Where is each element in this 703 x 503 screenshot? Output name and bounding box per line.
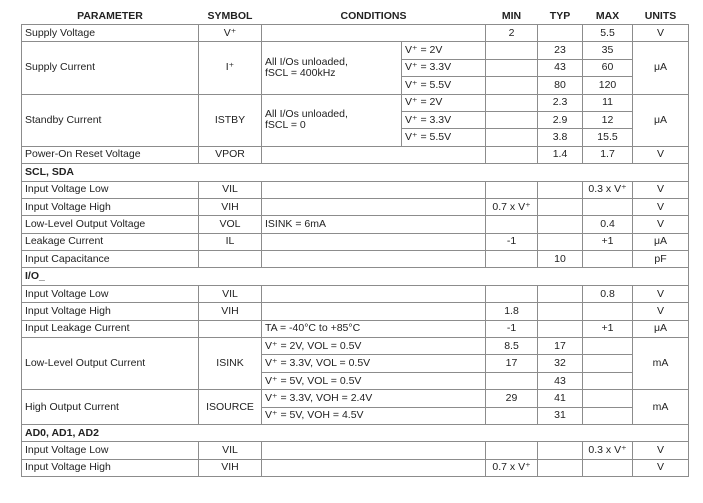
- conditions-cell: TA = -40°C to +85°C: [262, 320, 486, 337]
- units-cell: μA: [633, 233, 689, 250]
- table-row: [22, 181, 689, 198]
- param-cell: Input Voltage Low: [22, 181, 199, 198]
- max-cell: [583, 303, 633, 320]
- symbol-cell: V⁺: [199, 25, 262, 42]
- symbol-cell: VPOR: [199, 146, 262, 163]
- min-cell: [486, 216, 538, 233]
- typ-cell: 80: [538, 77, 583, 94]
- conditions-cell: [262, 442, 486, 459]
- max-cell: 15.5: [583, 129, 633, 146]
- conditions-cell: V⁺ = 5V, VOL = 0.5V: [262, 372, 486, 389]
- conditions-sub-cell: V⁺ = 3.3V: [402, 59, 486, 76]
- min-cell: 0.7 x V⁺: [486, 459, 538, 476]
- section-row: [22, 164, 689, 181]
- table-row: [22, 216, 689, 233]
- symbol-cell: VOL: [199, 216, 262, 233]
- header-symbol: SYMBOL: [199, 8, 262, 25]
- table-row: [22, 42, 689, 59]
- conditions-cell: [262, 285, 486, 302]
- conditions-sub-cell: V⁺ = 2V: [402, 94, 486, 111]
- max-cell: [583, 198, 633, 215]
- symbol-cell: VIL: [199, 442, 262, 459]
- symbol-cell: ISINK: [199, 338, 262, 390]
- typ-cell: [538, 198, 583, 215]
- max-cell: 11: [583, 94, 633, 111]
- conditions-cell: ISINK = 6mA: [262, 216, 486, 233]
- typ-cell: 1.4: [538, 146, 583, 163]
- table-row: [22, 146, 689, 163]
- symbol-cell: VIH: [199, 459, 262, 476]
- units-cell: V: [633, 181, 689, 198]
- symbol-cell: I⁺: [199, 42, 262, 94]
- section-heading-ad: AD0, AD1, AD2: [22, 424, 689, 441]
- conditions-line: All I/Os unloaded,: [265, 108, 348, 121]
- param-cell: Supply Voltage: [22, 25, 199, 42]
- min-cell: [486, 442, 538, 459]
- section-heading-scl-sda: SCL, SDA: [22, 164, 689, 181]
- header-row: [22, 8, 689, 25]
- typ-cell: 3.8: [538, 129, 583, 146]
- min-cell: [486, 111, 538, 128]
- units-cell: V: [633, 442, 689, 459]
- typ-cell: 43: [538, 372, 583, 389]
- min-cell: 8.5: [486, 338, 538, 355]
- min-cell: 0.7 x V⁺: [486, 198, 538, 215]
- min-cell: [486, 372, 538, 389]
- typ-cell: 31: [538, 407, 583, 424]
- param-cell: Low-Level Output Current: [22, 338, 199, 390]
- typ-cell: [538, 233, 583, 250]
- units-cell: mA: [633, 338, 689, 390]
- header-units: UNITS: [633, 8, 689, 25]
- conditions-cell: [262, 251, 486, 268]
- typ-cell: 32: [538, 355, 583, 372]
- table-row: [22, 94, 689, 111]
- param-cell: Input Voltage Low: [22, 442, 199, 459]
- conditions-sub-cell: V⁺ = 2V: [402, 42, 486, 59]
- max-cell: 0.4: [583, 216, 633, 233]
- conditions-group-cell: [262, 42, 402, 94]
- section-heading-io: I/O_: [22, 268, 689, 285]
- max-cell: [583, 355, 633, 372]
- min-cell: [486, 146, 538, 163]
- header-typ: TYP: [538, 8, 583, 25]
- typ-cell: 43: [538, 59, 583, 76]
- typ-cell: 2.3: [538, 94, 583, 111]
- units-cell: pF: [633, 251, 689, 268]
- min-cell: -1: [486, 320, 538, 337]
- min-cell: [486, 77, 538, 94]
- typ-cell: [538, 285, 583, 302]
- symbol-cell: VIL: [199, 181, 262, 198]
- units-cell: μA: [633, 42, 689, 94]
- conditions-cell: [262, 233, 486, 250]
- units-cell: V: [633, 198, 689, 215]
- min-cell: [486, 59, 538, 76]
- header-parameter: PARAMETER: [22, 8, 199, 25]
- min-cell: [486, 251, 538, 268]
- max-cell: 0.8: [583, 285, 633, 302]
- param-cell: Standby Current: [22, 94, 199, 146]
- typ-cell: 2.9: [538, 111, 583, 128]
- header-min: MIN: [486, 8, 538, 25]
- conditions-cell: [262, 25, 486, 42]
- max-cell: 12: [583, 111, 633, 128]
- min-cell: [486, 407, 538, 424]
- conditions-line: All I/Os unloaded,: [265, 55, 348, 68]
- symbol-cell: IL: [199, 233, 262, 250]
- param-cell: Power-On Reset Voltage: [22, 146, 199, 163]
- typ-cell: 41: [538, 390, 583, 407]
- units-cell: μA: [633, 94, 689, 146]
- param-cell: Input Voltage High: [22, 459, 199, 476]
- min-cell: [486, 94, 538, 111]
- conditions-cell: [262, 146, 486, 163]
- param-cell: Low-Level Output Voltage: [22, 216, 199, 233]
- table-row: [22, 338, 689, 355]
- units-cell: V: [633, 146, 689, 163]
- max-cell: [583, 338, 633, 355]
- conditions-cell: V⁺ = 3.3V, VOH = 2.4V: [262, 390, 486, 407]
- conditions-cell: [262, 198, 486, 215]
- max-cell: 0.3 x V⁺: [583, 442, 633, 459]
- conditions-cell: V⁺ = 2V, VOL = 0.5V: [262, 338, 486, 355]
- param-cell: Leakage Current: [22, 233, 199, 250]
- symbol-cell: ISOURCE: [199, 390, 262, 425]
- typ-cell: [538, 303, 583, 320]
- header-conditions: CONDITIONS: [262, 8, 486, 25]
- max-cell: [583, 459, 633, 476]
- min-cell: [486, 129, 538, 146]
- max-cell: [583, 390, 633, 407]
- typ-cell: [538, 459, 583, 476]
- conditions-line: fSCL = 400kHz: [265, 66, 336, 79]
- param-cell: Supply Current: [22, 42, 199, 94]
- max-cell: +1: [583, 233, 633, 250]
- units-cell: V: [633, 216, 689, 233]
- typ-cell: [538, 442, 583, 459]
- max-cell: 5.5: [583, 25, 633, 42]
- conditions-sub-cell: V⁺ = 3.3V: [402, 111, 486, 128]
- table-row: [22, 459, 689, 476]
- typ-cell: [538, 25, 583, 42]
- table-row: [22, 390, 689, 407]
- table-row: [22, 198, 689, 215]
- max-cell: 1.7: [583, 146, 633, 163]
- min-cell: [486, 42, 538, 59]
- conditions-group-cell: [262, 94, 402, 146]
- min-cell: -1: [486, 233, 538, 250]
- max-cell: 35: [583, 42, 633, 59]
- symbol-cell: ISTBY: [199, 94, 262, 146]
- symbol-cell: [199, 251, 262, 268]
- max-cell: 120: [583, 77, 633, 94]
- param-cell: Input Voltage High: [22, 198, 199, 215]
- units-cell: mA: [633, 390, 689, 425]
- section-row: [22, 268, 689, 285]
- table-row: [22, 251, 689, 268]
- table-row: [22, 285, 689, 302]
- min-cell: [486, 285, 538, 302]
- max-cell: [583, 251, 633, 268]
- conditions-line: fSCL = 0: [265, 119, 306, 132]
- units-cell: V: [633, 303, 689, 320]
- param-cell: Input Capacitance: [22, 251, 199, 268]
- max-cell: 0.3 x V⁺: [583, 181, 633, 198]
- table-row: [22, 25, 689, 42]
- typ-cell: 17: [538, 338, 583, 355]
- table-row: [22, 233, 689, 250]
- table-row: [22, 303, 689, 320]
- max-cell: +1: [583, 320, 633, 337]
- conditions-sub-cell: V⁺ = 5.5V: [402, 129, 486, 146]
- conditions-cell: V⁺ = 3.3V, VOL = 0.5V: [262, 355, 486, 372]
- electrical-characteristics-table: [21, 8, 689, 477]
- conditions-cell: [262, 181, 486, 198]
- max-cell: [583, 407, 633, 424]
- typ-cell: 10: [538, 251, 583, 268]
- min-cell: 2: [486, 25, 538, 42]
- conditions-sub-cell: V⁺ = 5.5V: [402, 77, 486, 94]
- conditions-cell: [262, 303, 486, 320]
- table-row: [22, 442, 689, 459]
- param-cell: High Output Current: [22, 390, 199, 425]
- units-cell: V: [633, 285, 689, 302]
- min-cell: 1.8: [486, 303, 538, 320]
- symbol-cell: VIH: [199, 198, 262, 215]
- table-row: [22, 320, 689, 337]
- typ-cell: 23: [538, 42, 583, 59]
- param-cell: Input Voltage Low: [22, 285, 199, 302]
- param-cell: Input Leakage Current: [22, 320, 199, 337]
- min-cell: 29: [486, 390, 538, 407]
- max-cell: 60: [583, 59, 633, 76]
- header-max: MAX: [583, 8, 633, 25]
- typ-cell: [538, 320, 583, 337]
- max-cell: [583, 372, 633, 389]
- symbol-cell: VIH: [199, 303, 262, 320]
- symbol-cell: VIL: [199, 285, 262, 302]
- param-cell: Input Voltage High: [22, 303, 199, 320]
- section-row: [22, 424, 689, 441]
- typ-cell: [538, 216, 583, 233]
- symbol-cell: [199, 320, 262, 337]
- conditions-cell: [262, 459, 486, 476]
- units-cell: V: [633, 25, 689, 42]
- conditions-cell: V⁺ = 5V, VOH = 4.5V: [262, 407, 486, 424]
- min-cell: 17: [486, 355, 538, 372]
- min-cell: [486, 181, 538, 198]
- units-cell: μA: [633, 320, 689, 337]
- units-cell: V: [633, 459, 689, 476]
- typ-cell: [538, 181, 583, 198]
- spec-table-container: [21, 8, 688, 477]
